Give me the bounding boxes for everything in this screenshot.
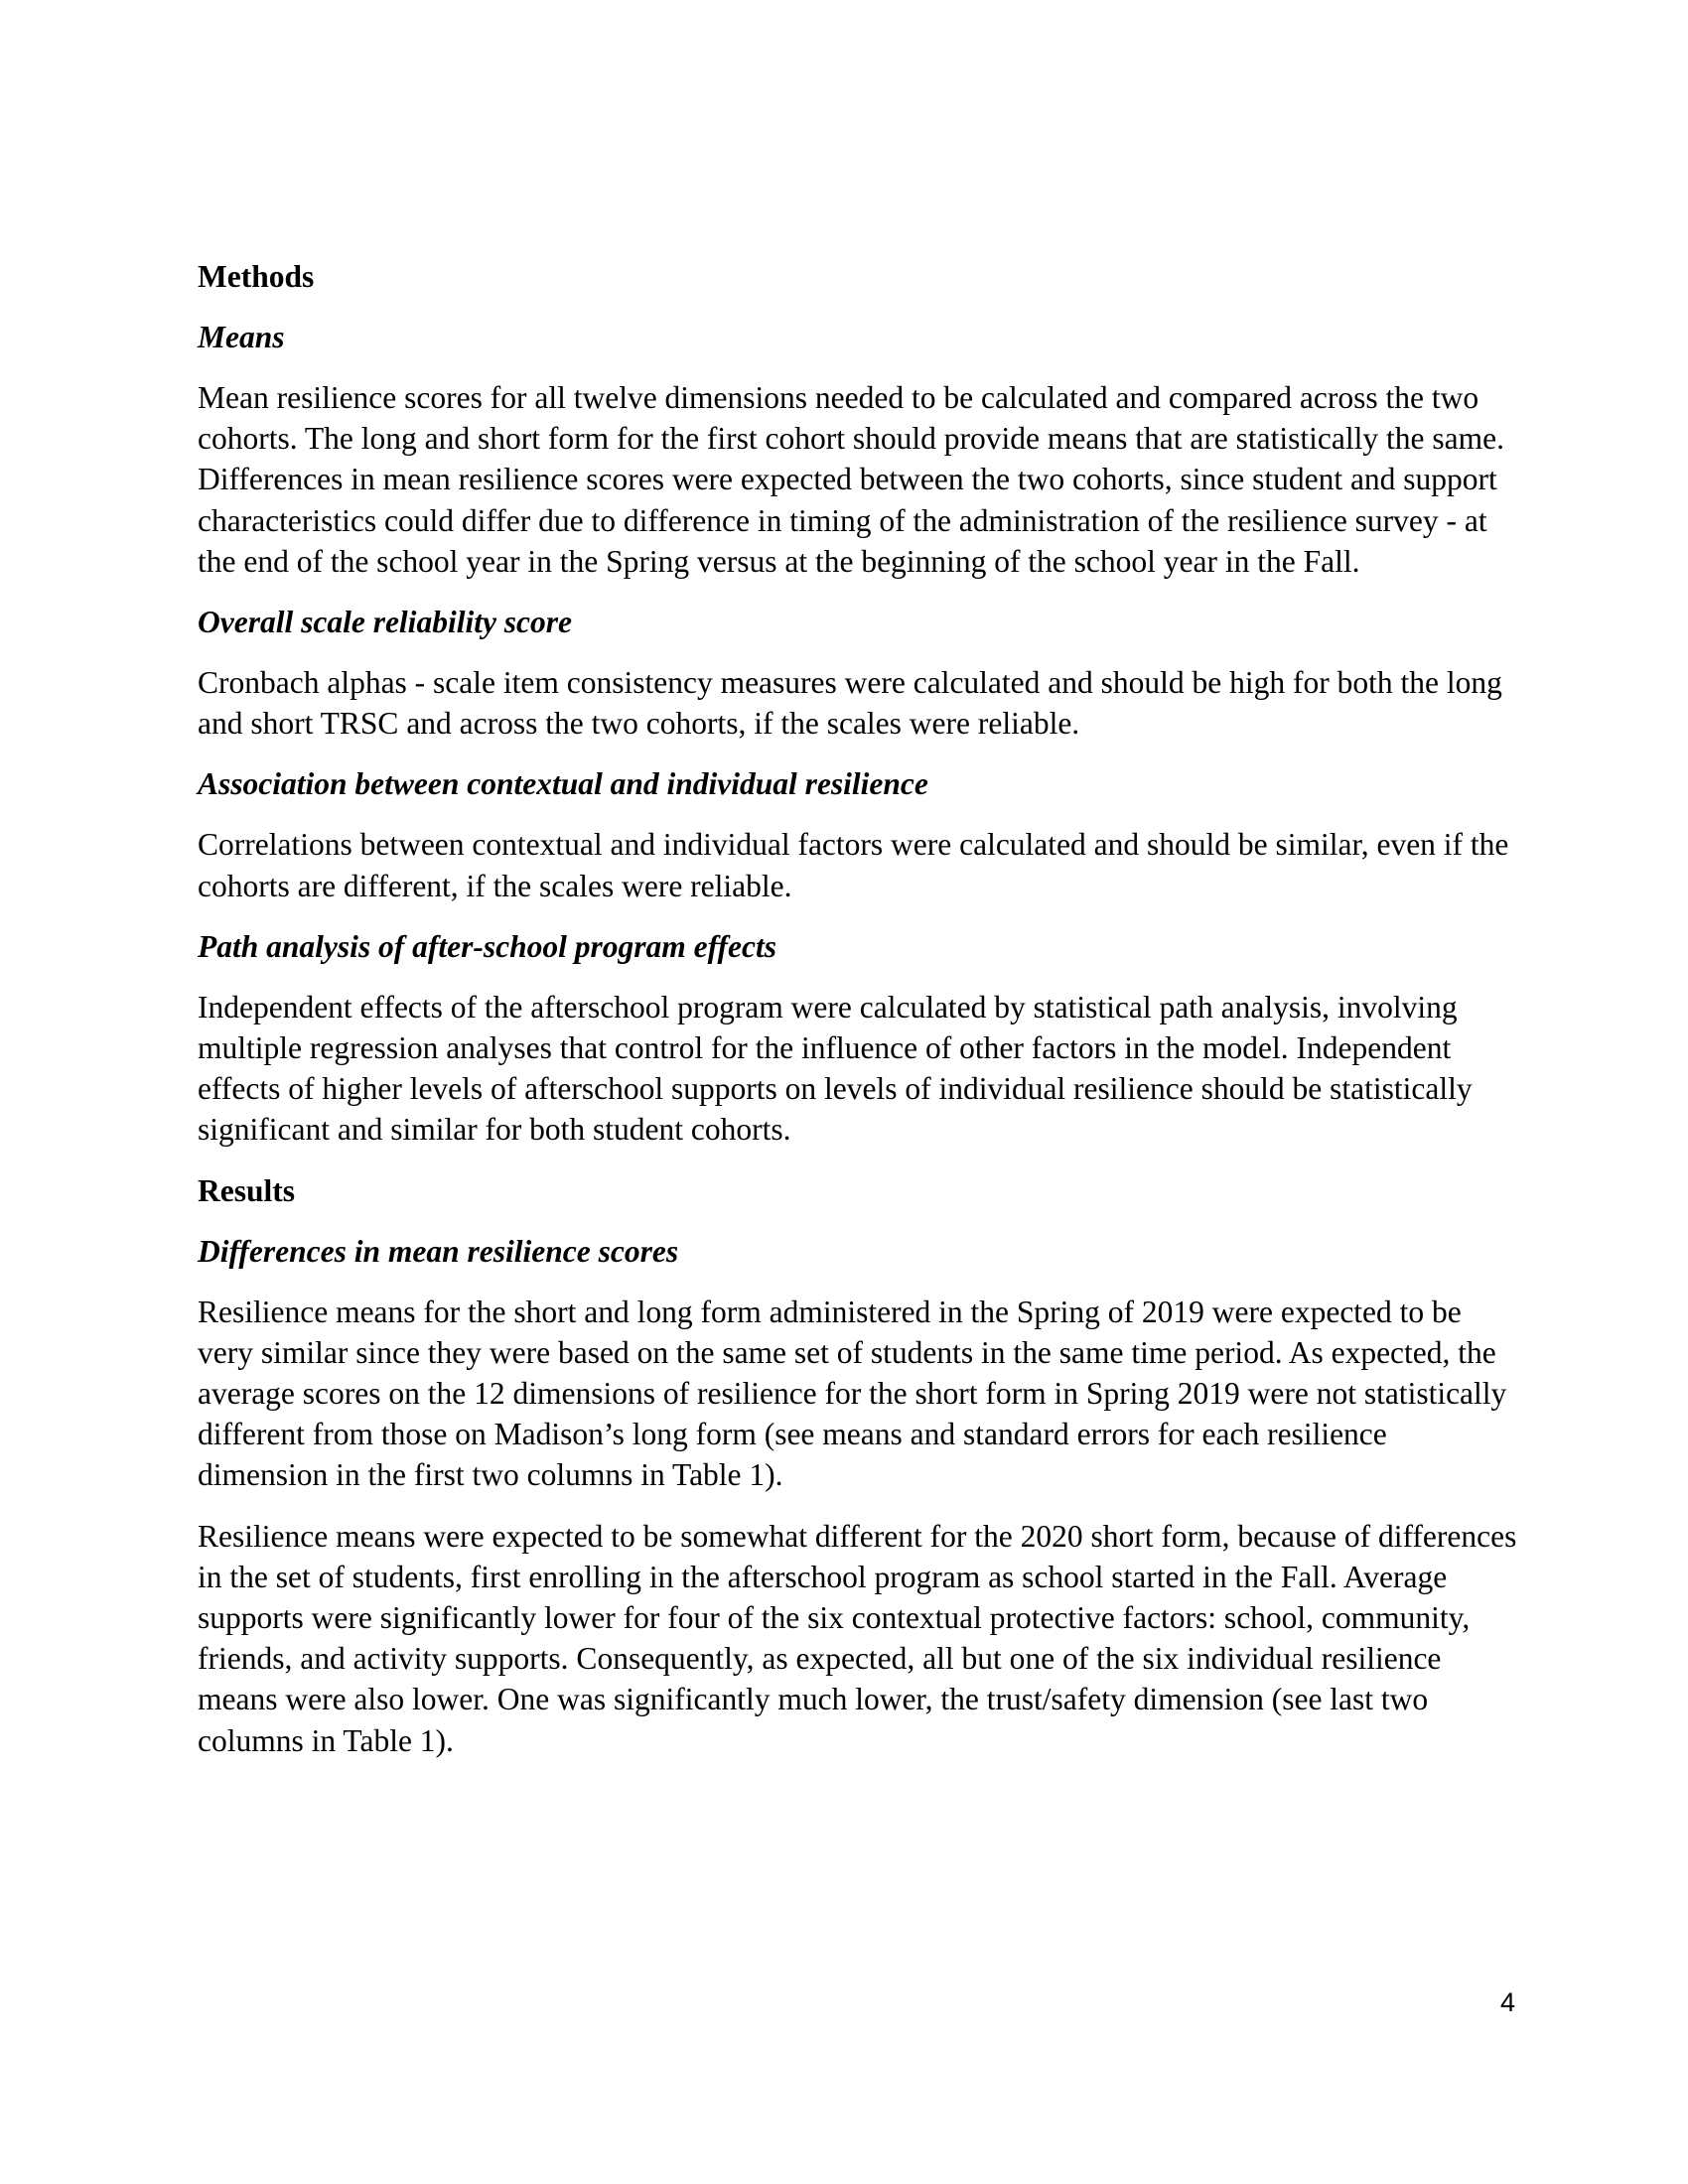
- path-analysis-paragraph: Independent effects of the afterschool program were calculated by statistical path analysis, involving multiple regression analyses that control for the influence of other factors in the model. Independent effects of higher levels of afterschool supports on levels of individual resilience should be statistically significant and similar for both student cohorts.: [198, 989, 1473, 1148]
- page-number: 4: [1499, 1987, 1515, 2017]
- reliability-subheading: Overall scale reliability score: [198, 605, 573, 640]
- page-content: [198, 256, 1518, 1781]
- differences-subheading: Differences in mean resilience scores: [198, 1233, 679, 1269]
- path-analysis-subheading: Path analysis of after-school program effects: [198, 928, 777, 964]
- methods-heading: Methods: [198, 259, 315, 294]
- means-subheading: Means: [198, 320, 285, 354]
- differences-paragraph-1: Resilience means for the short and long form administered in the Spring of 2019 were expected to be very similar since they were based on the same set of students in the same time period. As expected, the average scores on the 12 dimensions of resilience for the short form in Spring 2019 were not statistically different from those on Madison’s long form (see means and standard errors for each resilience dimension in the first two columns in Table 1).: [198, 1294, 1507, 1493]
- association-paragraph: Correlations between contextual and individual factors were calculated and should be similar, even if the cohorts are different, if the scales were reliable.: [198, 827, 1509, 903]
- differences-paragraph-2: Resilience means were expected to be somewhat different for the 2020 short form, because of differences in the set of students, first enrolling in the afterschool program as school started in the Fall. Average supports were significantly lower for four of the six contextual protective factors: school, community, friends, and activity supports. Consequently, as expected, all but one of the six individual resilience means were also lower. One was significantly much lower, the trust/safety dimension (see last two columns in Table 1).: [198, 1518, 1517, 1758]
- results-heading: Results: [198, 1172, 296, 1208]
- means-paragraph: Mean resilience scores for all twelve dimensions needed to be calculated and compared across the two cohorts. The long and short form for the first cohort should provide means that are statistically the same. Differences in mean resilience scores were expected between the two cohorts, since student and support characteristics could differ due to difference in timing of the administration of the resilience survey - at the end of the school year in the Spring versus at the beginning of the school year in the Fall.: [198, 380, 1504, 579]
- reliability-paragraph: Cronbach alphas - scale item consistency measures were calculated and should be high for both the long and short TRSC and across the two cohorts, if the scales were reliable.: [198, 665, 1502, 742]
- association-subheading: Association between contextual and individual resilience: [198, 766, 928, 802]
